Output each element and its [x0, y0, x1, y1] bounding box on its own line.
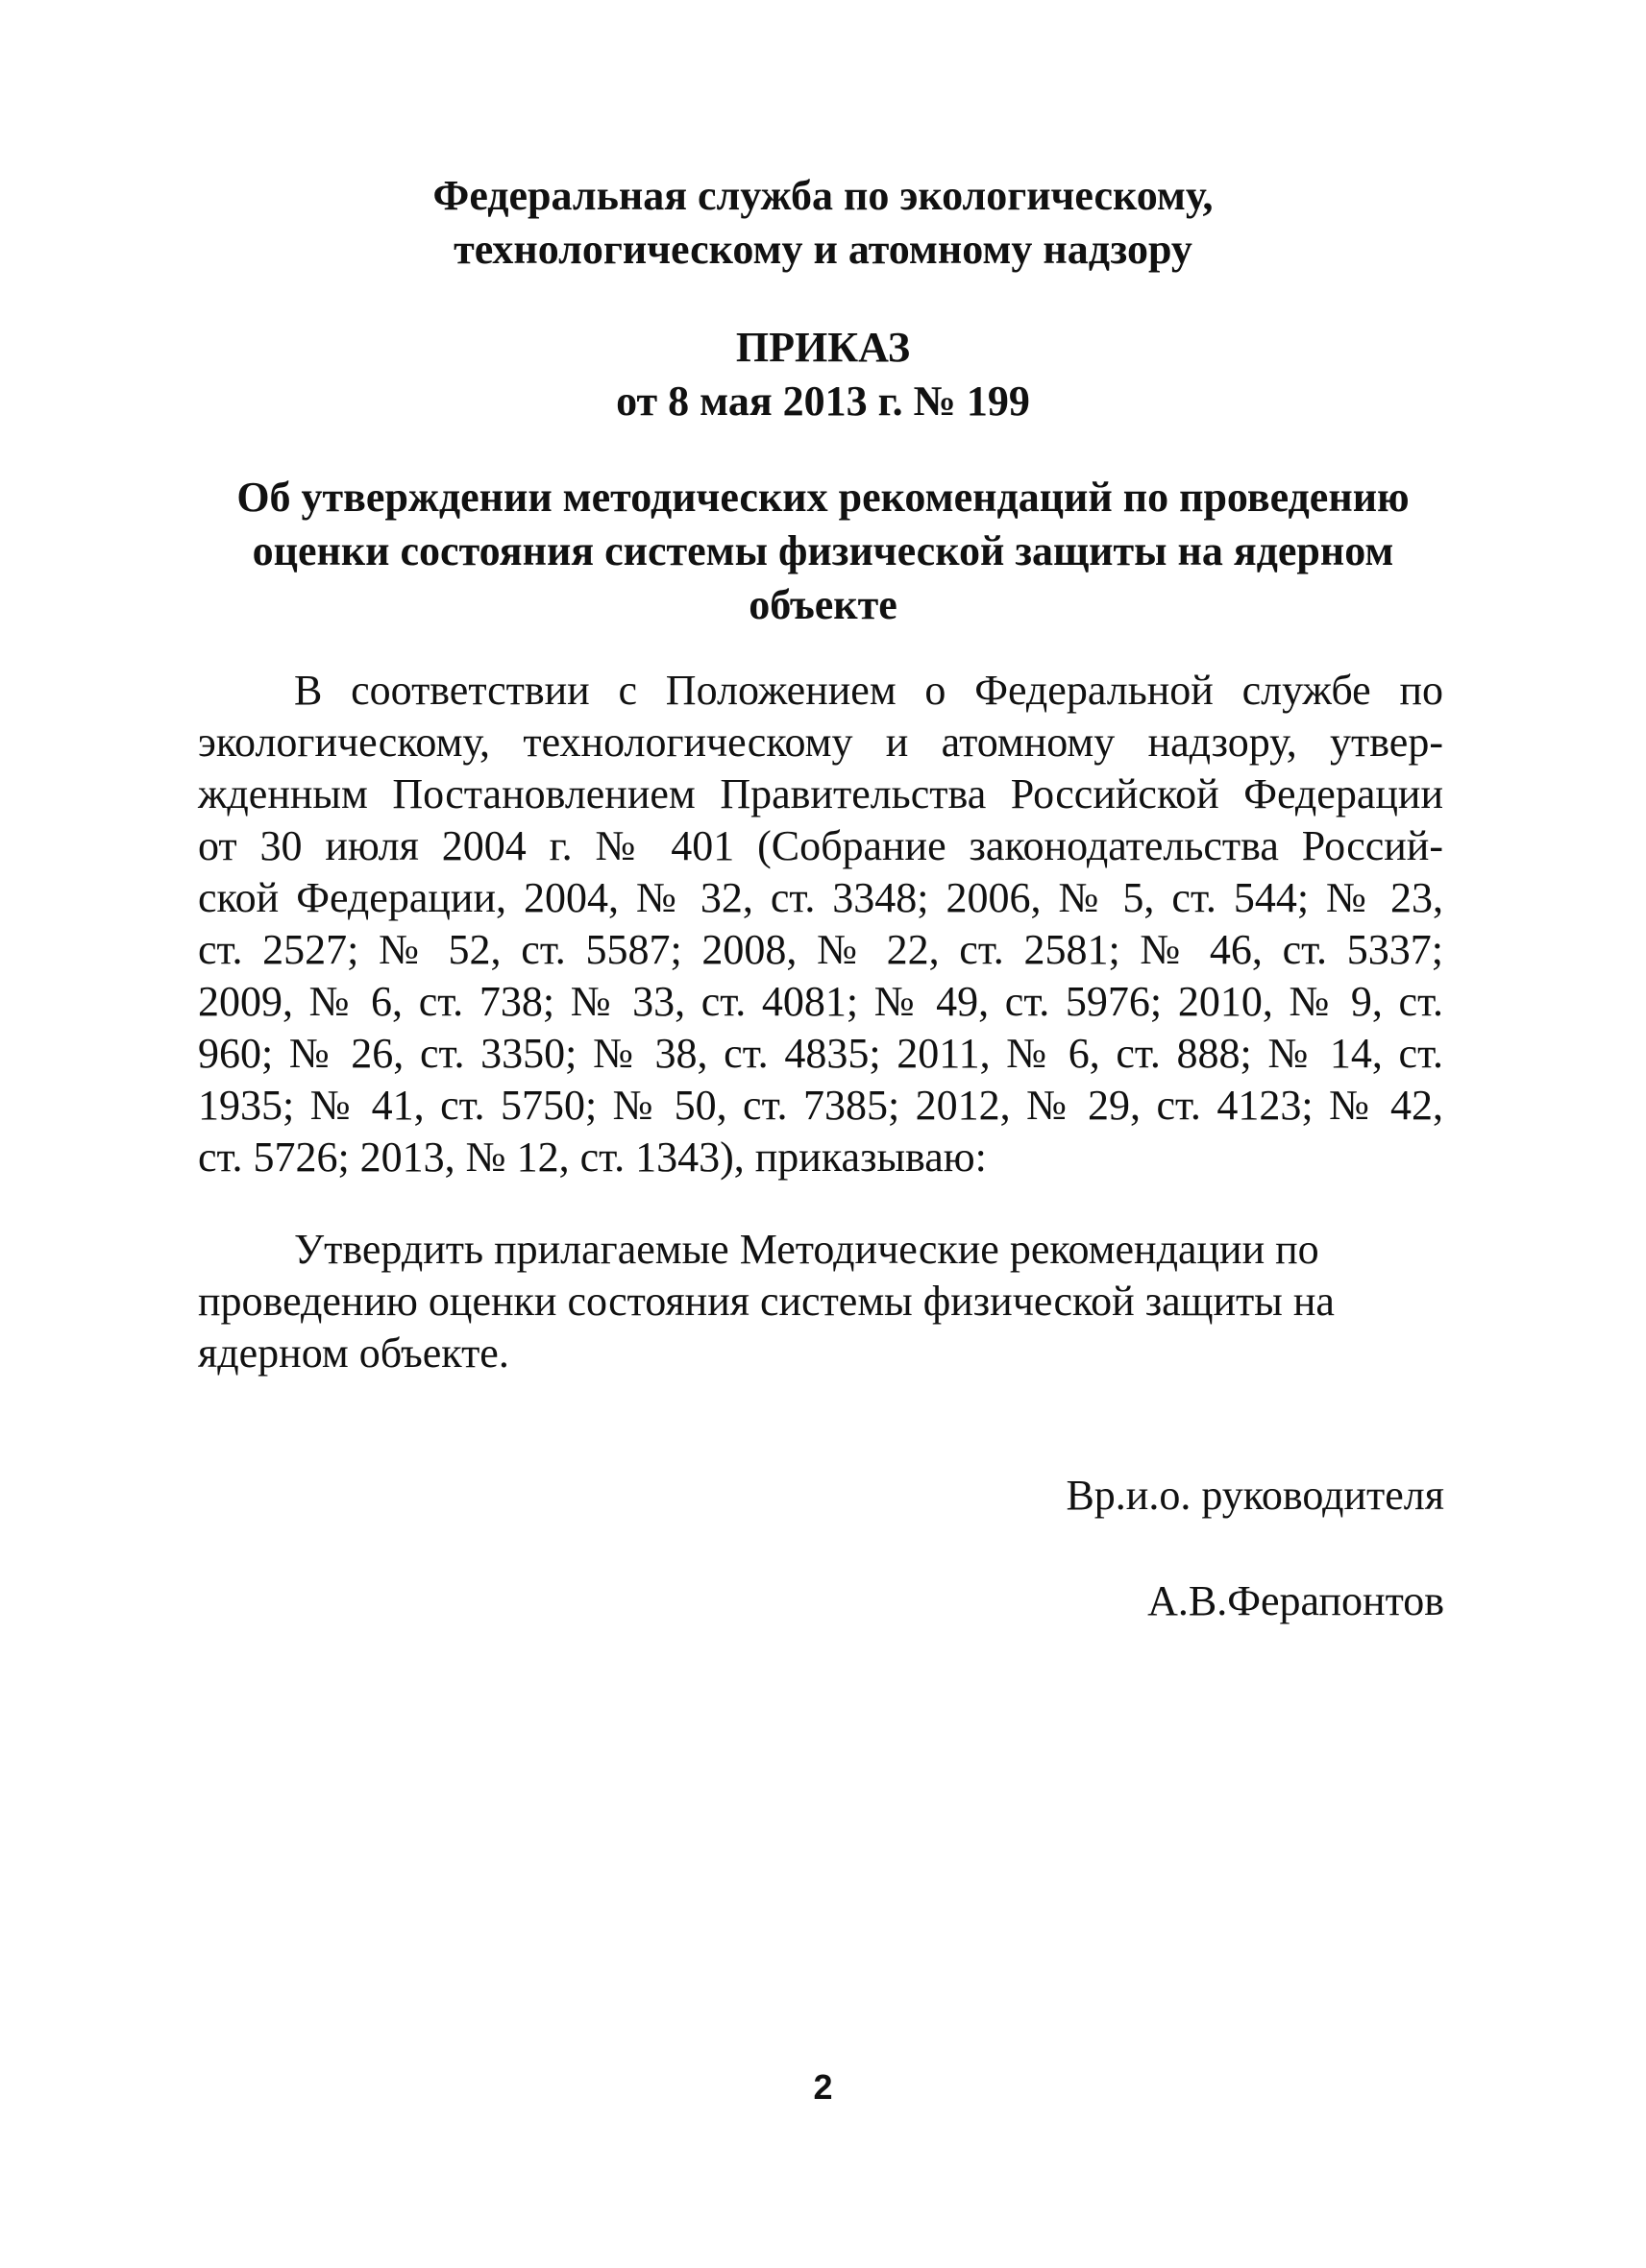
directive-line: проведению оценки состояния системы физической защиты на: [198, 1278, 1335, 1325]
preamble-line: 960; № 26, ст. 3350; № 38, ст. 4835; 2011, № 6, ст. 888; № 14, ст.: [198, 1030, 1443, 1077]
preamble-line: 2009, № 6, ст. 738; № 33, ст. 4081; № 49, ст. 5976; 2010, № 9, ст.: [198, 978, 1443, 1025]
preamble-line: ст. 5726; 2013, № 12, ст. 1343), приказываю:: [198, 1134, 987, 1181]
agency-line-2: технологическому и атомному надзору: [454, 226, 1192, 273]
agency-line-1: Федеральная служба по экологическому,: [432, 172, 1214, 219]
signatory-title: Вр.и.о. руководителя: [1066, 1472, 1444, 1519]
agency-name: [144, 169, 1502, 277]
directive-line: Утвердить прилагаемые Методические рекомендации по: [294, 1226, 1319, 1273]
page-number: 2: [813, 2067, 833, 2107]
directive-line: ядерном объекте.: [198, 1329, 509, 1377]
subject-line-2: оценки состояния системы физической защиты на ядерном: [252, 527, 1394, 574]
order-date-number: от 8 мая 2013 г. № 199: [616, 378, 1030, 425]
subject-line-1: Об утверждении методических рекомендаций по проведению: [236, 474, 1410, 521]
preamble-line: ст. 2527; № 52, ст. 5587; 2008, № 22, ст. 2581; № 46, ст. 5337;: [198, 926, 1443, 973]
preamble-line: жденным Постановлением Правительства Российской Федерации: [198, 770, 1443, 817]
order-directive-paragraph: [198, 1224, 1443, 1379]
order-subject: [144, 471, 1502, 632]
preamble-line: от 30 июля 2004 г. № 401 (Собрание законодательства Россий-: [198, 822, 1443, 869]
order-title: ПРИКАЗ: [735, 324, 911, 371]
preamble-line: 1935; № 41, ст. 5750; № 50, ст. 7385; 2012, № 29, ст. 4123; № 42,: [198, 1082, 1443, 1129]
preamble-line: экологическому, технологическому и атомному надзору, утвер-: [198, 719, 1443, 766]
preamble-paragraph: [198, 665, 1443, 1183]
subject-line-3: объекте: [749, 581, 897, 628]
preamble-line: ской Федерации, 2004, № 32, ст. 3348; 2006, № 5, ст. 544; № 23,: [198, 874, 1443, 921]
signatory-name: А.В.Ферапонтов: [1147, 1577, 1444, 1624]
preamble-line: В соответствии с Положением о Федеральной службе по: [294, 667, 1443, 714]
